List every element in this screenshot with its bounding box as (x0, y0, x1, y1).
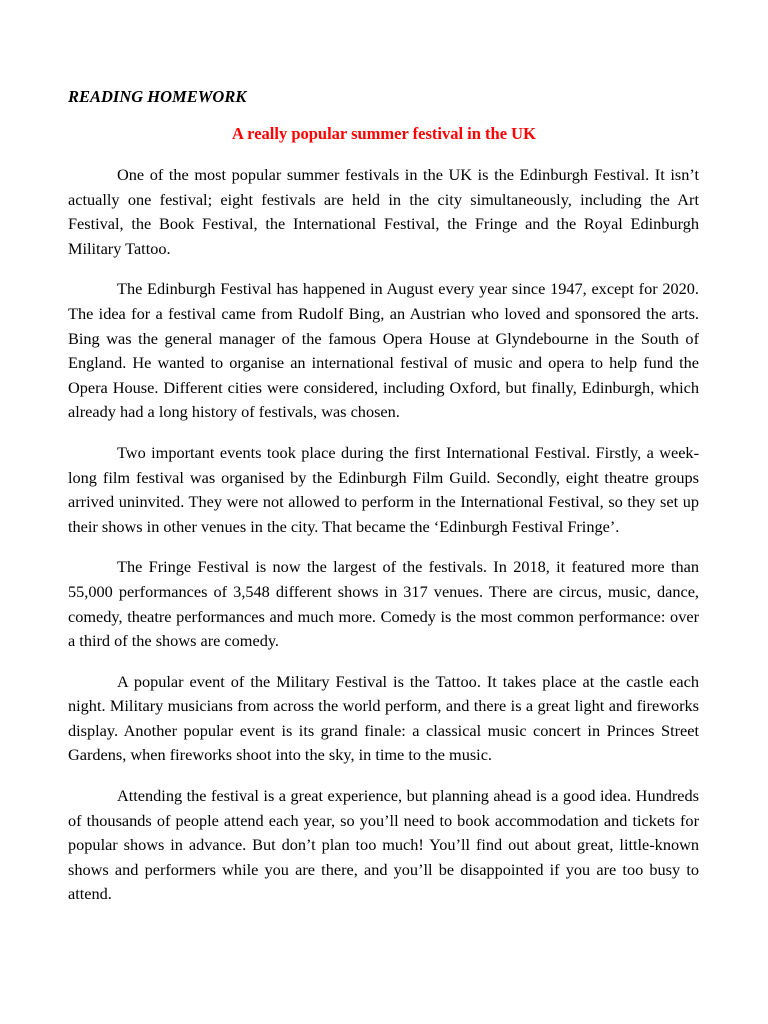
paragraph-6: Attending the festival is a great experience, but planning ahead is a good idea. Hundreds of thousands of people attend each year, so you’ll need to book accommodation and tickets for popular shows in advance. But don’t plan too much! You’ll find out about great, little-known shows and performers while you are there, and you’ll be disappointed if you are too busy to attend. (68, 786, 699, 904)
paragraph-5: A popular event of the Military Festival is the Tattoo. It takes place at the castle each night. Military musicians from across the world perform, and there is a great light and fireworks display. Another popular event is its grand finale: a classical music concert in Princes Street Gardens, when fireworks shoot into the sky, in time to the music. (68, 671, 699, 765)
paragraph-1: One of the most popular summer festivals in the UK is the Edinburgh Festival. It isn’t actually one festival; eight festivals are held in the city simultaneously, including the Art Festival, the Book Festival, the International Festival, the Fringe and the Royal Edinburgh Military Tattoo. (68, 165, 699, 258)
section-label: READING HOMEWORK (68, 87, 247, 106)
paragraph-3: Two important events took place during the first International Festival. Firstly, a week-long film festival was organised by the Edinburgh Film Guild. Secondly, eight theatre groups arrived uninvited. They were not allowed to perform in the International Festival, so they set up their shows in other venues in the city. That became the ‘Edinburgh Festival Fringe’. (68, 442, 699, 536)
paragraph-4: The Fringe Festival is now the largest of the festivals. In 2018, it featured more than 55,000 performances of 3,548 different shows in 317 venues. There are circus, music, dance, comedy, theatre performances and much more. Comedy is the most common performance: over a third of the shows are comedy. (68, 557, 699, 651)
article-body (68, 163, 699, 923)
document-title: A really popular summer festival in the UK (232, 124, 536, 143)
paragraph-2: The Edinburgh Festival has happened in August every year since 1947, except for 2020. The idea for a festival came from Rudolf Bing, an Austrian who loved and sponsored the arts. Bing was the general manager of the famous Opera House at Glyndebourne in the South of England. He wanted to organise an international festival of music and opera to help fund the Opera House. Different cities were considered, including Oxford, but finally, Edinburgh, which already had a long history of festivals, was chosen. (68, 279, 699, 422)
